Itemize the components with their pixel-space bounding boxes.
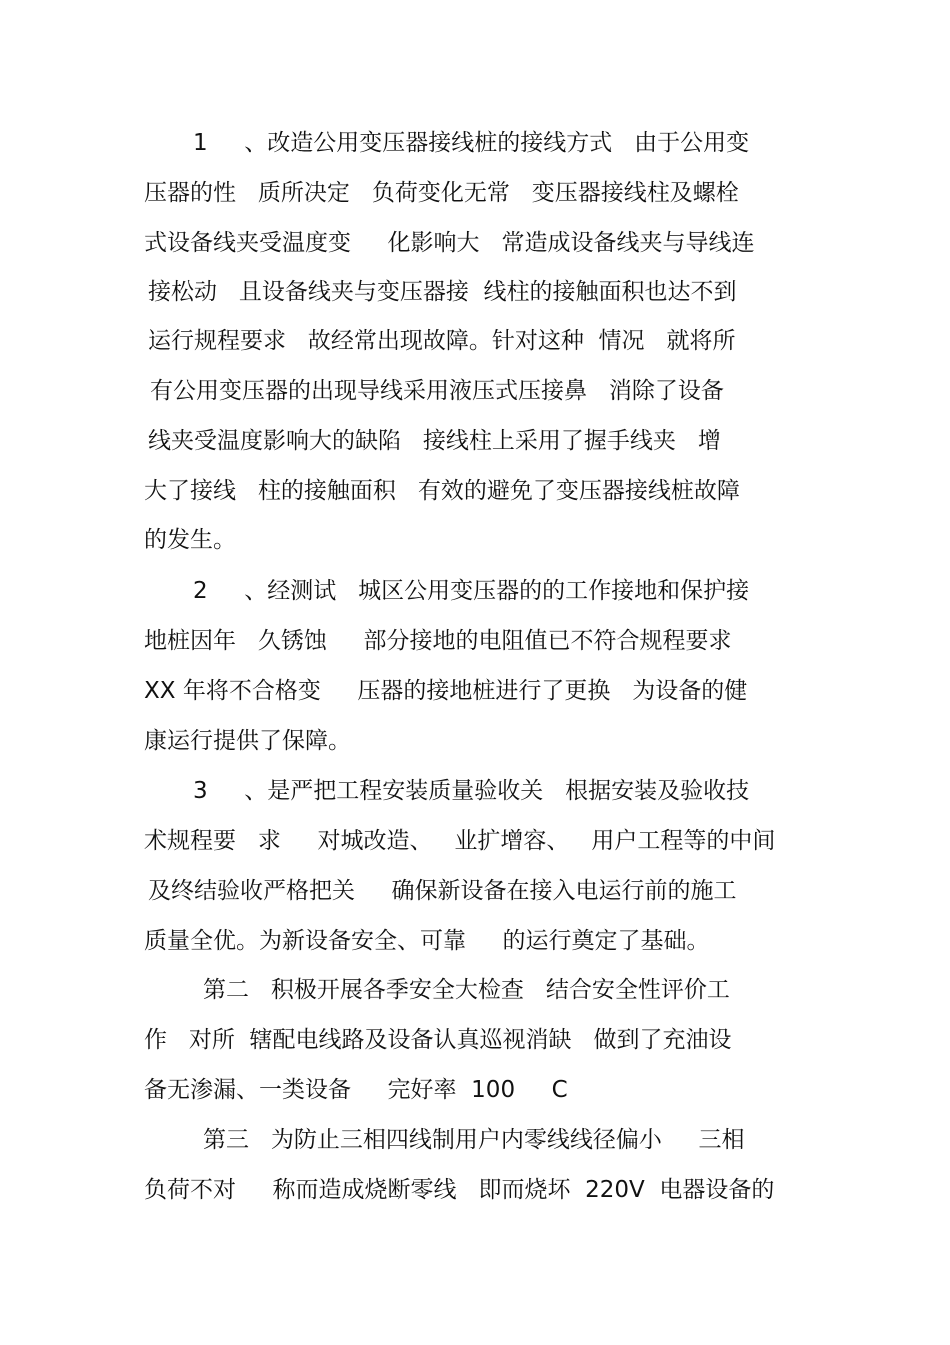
text-line: 有公用变压器的出现导线采用液压式压接鼻 消除了设备	[150, 378, 724, 404]
text-line: 3 、是严把工程安装质量验收关 根据安装及验收技	[193, 778, 750, 804]
text-line: 康运行提供了保障。	[144, 728, 351, 754]
text-line: 术规程要 求 对城改造、 业扩增容、 用户工程等的中间	[144, 828, 776, 854]
text-line: 第三 为防止三相四线制用户内零线线径偏小 三相	[203, 1127, 745, 1153]
text-line: 作 对所 辖配电线路及设备认真巡视消缺 做到了充油设	[144, 1027, 732, 1053]
text-line: 式设备线夹受温度变 化影响大 常造成设备线夹与导线连	[144, 230, 755, 256]
text-line: 大了接线 柱的接触面积 有效的避免了变压器接线桩故障	[144, 478, 740, 504]
text-line: 运行规程要求 故经常出现故障。针对这种 情况 就将所	[148, 328, 736, 354]
text-line: 第二 积极开展各季安全大检查 结合安全性评价工	[203, 977, 730, 1003]
text-line: 及终结验收严格把关 确保新设备在接入电运行前的施工	[148, 878, 737, 904]
text-line: 1 、改造公用变压器接线桩的接线方式 由于公用变	[193, 130, 750, 156]
text-line: 压器的性 质所决定 负荷变化无常 变压器接线柱及螺栓	[144, 180, 739, 206]
text-line: XX 年将不合格变 压器的接地桩进行了更换 为设备的健	[144, 678, 748, 704]
text-line: 接松动 且设备线夹与变压器接 线柱的接触面积也达不到	[148, 279, 737, 305]
text-line: 线夹受温度影响大的缺陷 接线柱上采用了握手线夹 增	[148, 428, 721, 454]
text-line: 地桩因年 久锈蚀 部分接地的电阻值已不符合规程要求	[144, 628, 732, 654]
text-line: 2 、经测试 城区公用变压器的的工作接地和保护接	[193, 578, 750, 604]
text-line: 质量全优。为新设备安全、可靠 的运行奠定了基础。	[144, 928, 710, 954]
text-line: 备无渗漏、一类设备 完好率 100 C	[144, 1077, 568, 1103]
text-line: 的发生。	[144, 527, 236, 553]
text-line: 负荷不对 称而造成烧断零线 即而烧坏 220V 电器设备的	[144, 1177, 775, 1203]
